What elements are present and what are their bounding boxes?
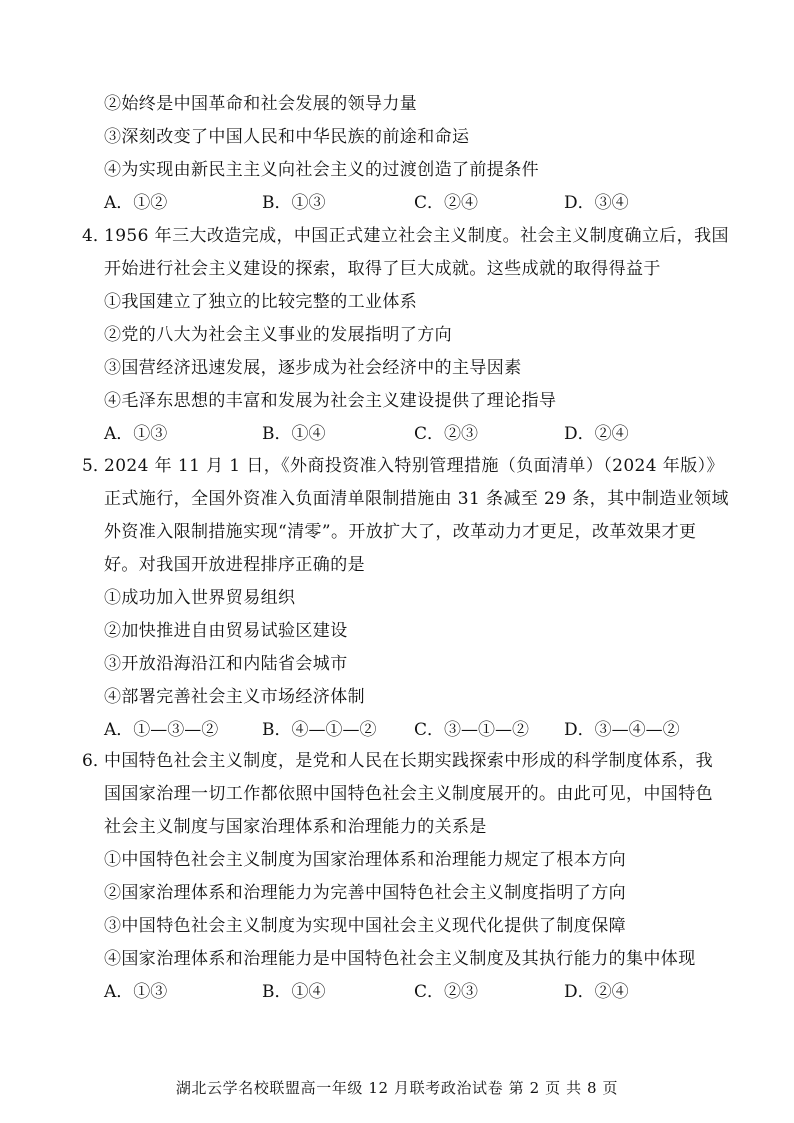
q4-item-2: ②党的八大为社会主义事业的发展指明了方向 [104,325,452,345]
q3-item-3: ③深刻改变了中国人民和中华民族的前途和命运 [104,127,470,147]
q6-number: 6． [82,751,110,771]
q6-stem-line-1: 中国特色社会主义制度，是党和人民在长期实践探索中形成的科学制度体系，我 [104,751,713,771]
q3-item-2: ②始终是中国革命和社会发展的领导力量 [104,94,418,114]
q6-item-3: ③中国特色社会主义制度为实现中国社会主义现代化提供了制度保障 [104,916,626,936]
q5-option-c: C．③—①—② [414,720,530,740]
q4-number: 4． [82,226,110,246]
q3-option-b: B．①③ [262,193,326,213]
q6-option-a: A．①③ [104,982,168,1002]
q3-item-4: ④为实现由新民主主义向社会主义的过渡创造了前提条件 [104,160,539,180]
q4-stem-line-2: 开始进行社会主义建设的探索，取得了巨大成就。这些成就的取得得益于 [104,259,661,279]
q5-stem-line-1: 2024 年 11 月 1 日，《外商投资准入特别管理措施（负面清单）（2024 年版）》 [104,456,724,476]
q5-stem-line-2: 正式施行，全国外资准入负面清单限制措施由 31 条减至 29 条，其中制造业领域 [104,489,729,509]
q6-item-4: ④国家治理体系和治理能力是中国特色社会主义制度及其执行能力的集中体现 [104,949,696,969]
q6-stem-line-2: 国国家治理一切工作都依照中国特色社会主义制度展开的。由此可见，中国特色 [104,784,713,804]
q6-option-d: D．②④ [564,982,629,1002]
q6-option-c: C．②③ [414,982,479,1002]
q6-stem-line-3: 社会主义制度与国家治理体系和治理能力的关系是 [104,817,487,837]
q4-item-3: ③国营经济迅速发展，逐步成为社会经济中的主导因素 [104,358,522,378]
q6-item-2: ②国家治理体系和治理能力为完善中国特色社会主义制度指明了方向 [104,883,626,903]
q5-number: 5． [82,456,110,476]
q5-option-b: B．④—①—② [262,720,377,740]
q4-option-b: B．①④ [262,424,326,444]
q3-option-a: A．①② [104,193,168,213]
q6-item-1: ①中国特色社会主义制度为国家治理体系和治理能力规定了根本方向 [104,850,626,870]
q4-item-1: ①我国建立了独立的比较完整的工业体系 [104,292,418,312]
q4-item-4: ④毛泽东思想的丰富和发展为社会主义建设提供了理论指导 [104,391,557,411]
q3-option-c: C．②④ [414,193,479,213]
q4-option-d: D．②④ [564,424,629,444]
q5-option-d: D．③—④—② [564,720,680,740]
q5-item-1: ①成功加入世界贸易组织 [104,588,296,608]
q3-option-d: D．③④ [564,193,629,213]
q5-item-4: ④部署完善社会主义市场经济体制 [104,687,365,707]
q6-option-b: B．①④ [262,982,326,1002]
q4-option-c: C．②③ [414,424,479,444]
q4-option-a: A．①③ [104,424,168,444]
q5-option-a: A．①—③—② [104,720,219,740]
q5-stem-line-4: 好。对我国开放进程排序正确的是 [104,555,365,575]
page-footer: 湖北云学名校联盟高一年级 12 月联考政治试卷 第 2 页 共 8 页 [175,1079,619,1097]
q4-stem-line-1: 1956 年三大改造完成，中国正式建立社会主义制度。社会主义制度确立后，我国 [104,226,729,246]
q5-stem-line-3: 外资准入限制措施实现“清零”。开放扩大了，改革动力才更足，改革效果才更 [104,522,697,542]
q5-item-2: ②加快推进自由贸易试验区建设 [104,621,348,641]
q5-item-3: ③开放沿海沿江和内陆省会城市 [104,654,348,674]
